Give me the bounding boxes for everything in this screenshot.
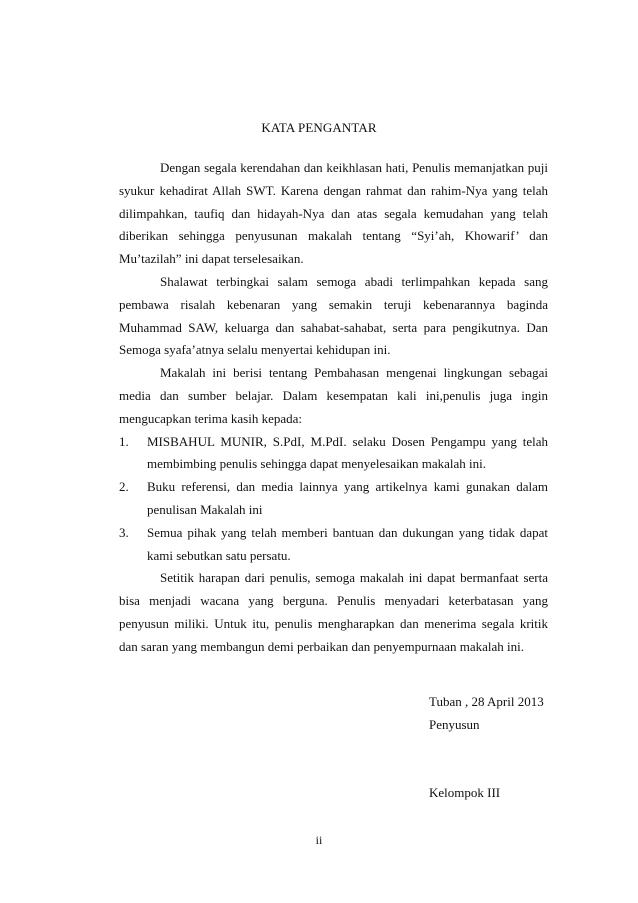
page-number: ii bbox=[315, 833, 323, 847]
signature-place-date: Tuban , 28 April 2013 bbox=[429, 694, 544, 709]
list-item-number: 3. bbox=[119, 524, 129, 540]
paragraph-2: Shalawat terbingkai salam semoga abadi terlimpahkan kepada sang pembawa risalah kebenaran yang semakin teruji kebenarannya baginda Muhammad SAW, keluarga dan sahabat-sahabat, serta para pengikutnya. Dan Semoga syafa’atnya selalu menyertai kehidupan ini. bbox=[119, 273, 548, 358]
paragraph-1: Dengan segala kerendahan dan keikhlasan hati, Penulis memanjatkan puji syukur kehadirat Allah SWT. Karena dengan rahmat dan rahim-Nya yang telah dilimpahkan, taufiq dan hidayah-Nya dan atas segala kemudahan yang telah diberikan sehingga penyusunan makalah tentang “Syi’ah, Khowarif’ dan Mu’tazilah” ini dapat terselesaikan. bbox=[119, 160, 548, 267]
page-title: KATA PENGANTAR bbox=[261, 120, 377, 135]
signature-name: Kelompok III bbox=[429, 785, 501, 800]
list-item bbox=[119, 476, 548, 522]
list-item-text: Semua pihak yang telah memberi bantuan dan dukungan yang tidak dapat kami sebutkan satu persatu. bbox=[147, 524, 548, 563]
signature-role: Penyusun bbox=[429, 717, 480, 732]
list-item-text: MISBAHUL MUNIR, S.PdI, M.PdI. selaku Dosen Pengampu yang telah membimbing penulis sehingga dapat menyelesaikan makalah ini. bbox=[147, 433, 548, 472]
list-item bbox=[119, 522, 548, 568]
list-item-text: Buku referensi, dan media lainnya yang artikelnya kami gunakan dalam penulisan Makalah ini bbox=[147, 479, 548, 517]
thanks-list bbox=[119, 431, 548, 568]
paragraph-3: Makalah ini berisi tentang Pembahasan mengenai lingkungan sebagai media dan sumber belajar. Dalam kesempatan kali ini,penulis juga ingin mengucapkan terima kasih kepada: bbox=[119, 365, 548, 426]
closing-paragraph: Setitik harapan dari penulis, semoga makalah ini dapat bermanfaat serta bisa menjadi wacana yang berguna. Penulis menyadari keterbatasan yang penyusun miliki. Untuk itu, penulis mengharapkan dan menerima segala kritik dan saran yang membangun demi perbaikan dan penyempurnaan makalah ini. bbox=[119, 570, 548, 654]
list-item-number: 2. bbox=[119, 479, 129, 495]
list-item-number: 1. bbox=[119, 433, 129, 449]
list-item bbox=[119, 431, 548, 477]
body-text bbox=[119, 157, 548, 659]
